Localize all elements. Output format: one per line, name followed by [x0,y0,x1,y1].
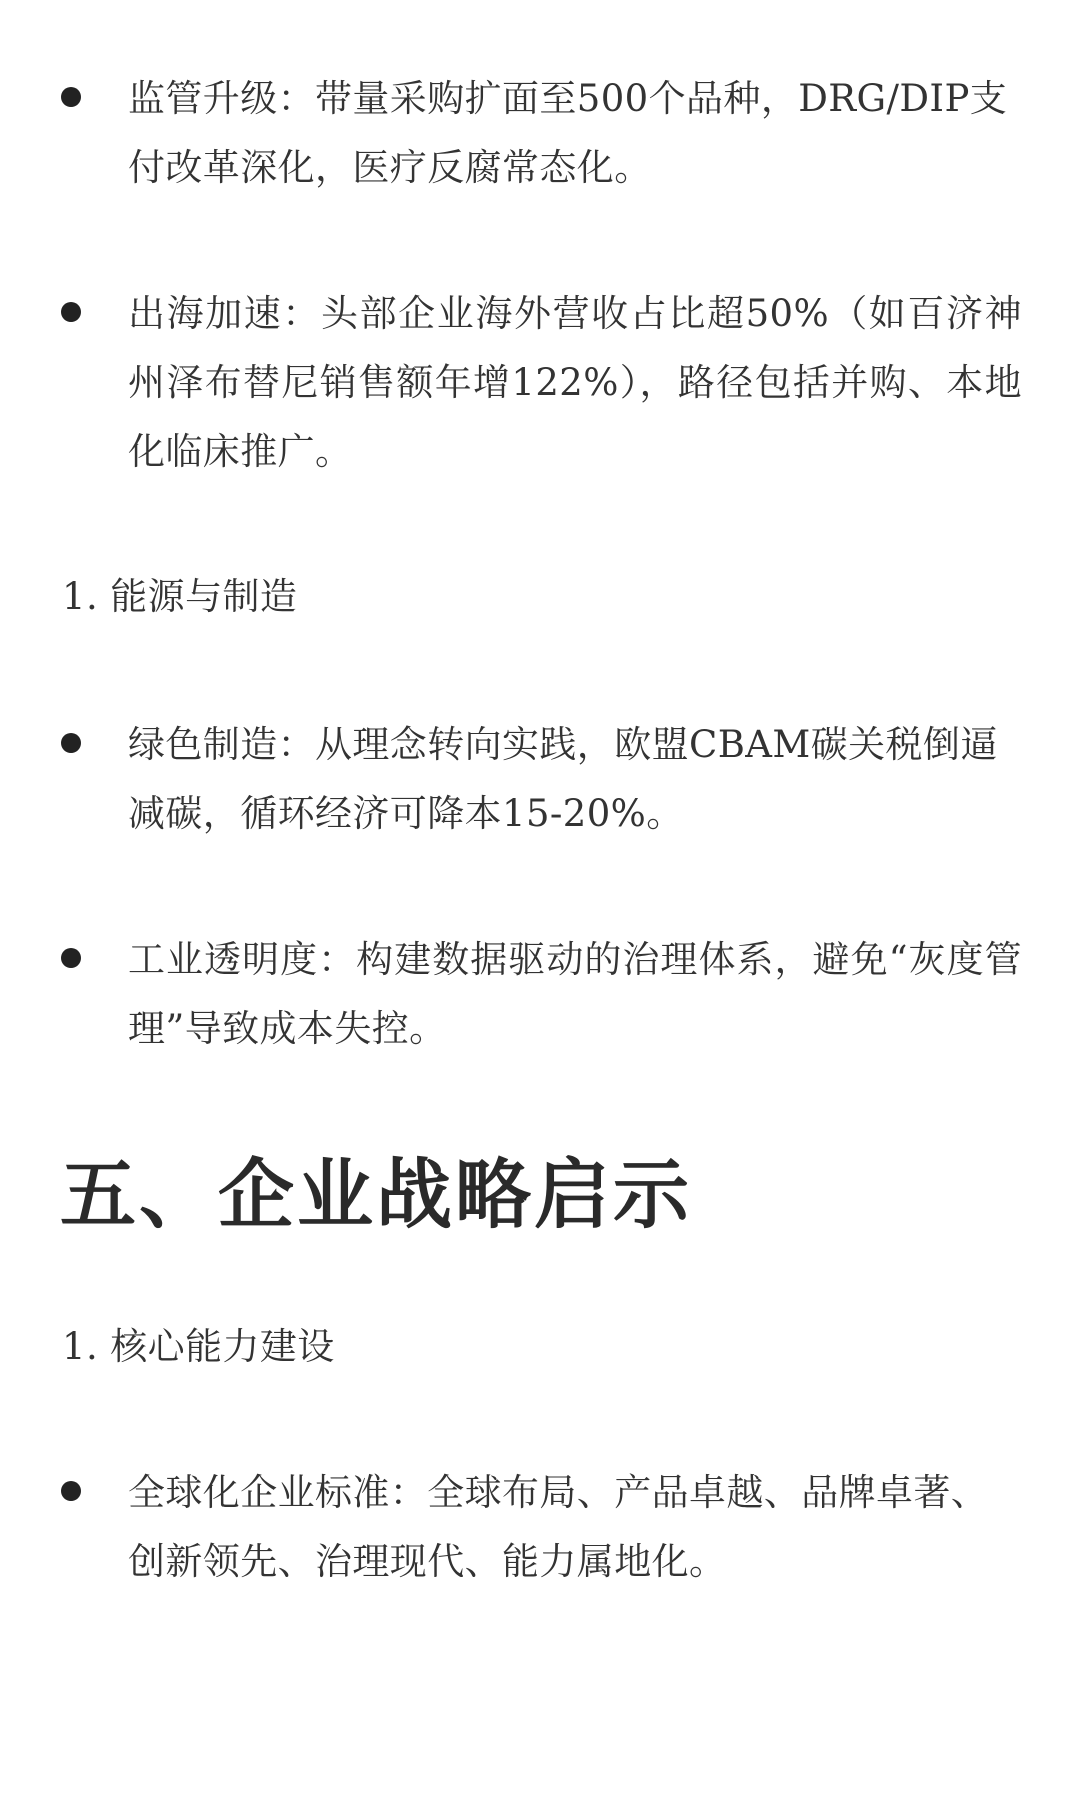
bullet-dot-icon [61,87,81,107]
bullet-item-green-manufacturing [128,710,1022,848]
bullet-text: 监管升级：带量采购扩面至500个品种，DRG/DIP支付改革深化，医疗反腐常态化。 [128,77,1008,189]
subheading-core-capability: 1. 核心能力建设 [62,1325,335,1368]
bullet-dot-icon [61,1481,81,1501]
bullet-dot-icon [61,302,81,322]
bullet-text: 出海加速：头部企业海外营收占比超50%（如百济神州泽布替尼销售额年增122%），路径包括并购、本地化临床推广。 [128,292,1022,473]
section-title: 五、企业战略启示 [60,1150,692,1239]
bullet-item-overseas [128,279,1022,486]
bullet-dot-icon [61,948,81,968]
bullet-text: 绿色制造：从理念转向实践，欧盟CBAM碳关税倒逼减碳，循环经济可降本15-20%。 [128,723,998,835]
subheading-energy-manufacturing: 1. 能源与制造 [62,575,298,618]
bullet-item-global-standard [128,1458,1022,1596]
bullet-item-regulation [128,64,1022,202]
bullet-text: 工业透明度：构建数据驱动的治理体系，避免“灰度管理”导致成本失控。 [128,938,1022,1050]
bullet-item-industrial-transparency [128,925,1022,1063]
bullet-text: 全球化企业标准：全球布局、产品卓越、品牌卓著、创新领先、治理现代、能力属地化。 [128,1471,989,1583]
bullet-dot-icon [61,733,81,753]
